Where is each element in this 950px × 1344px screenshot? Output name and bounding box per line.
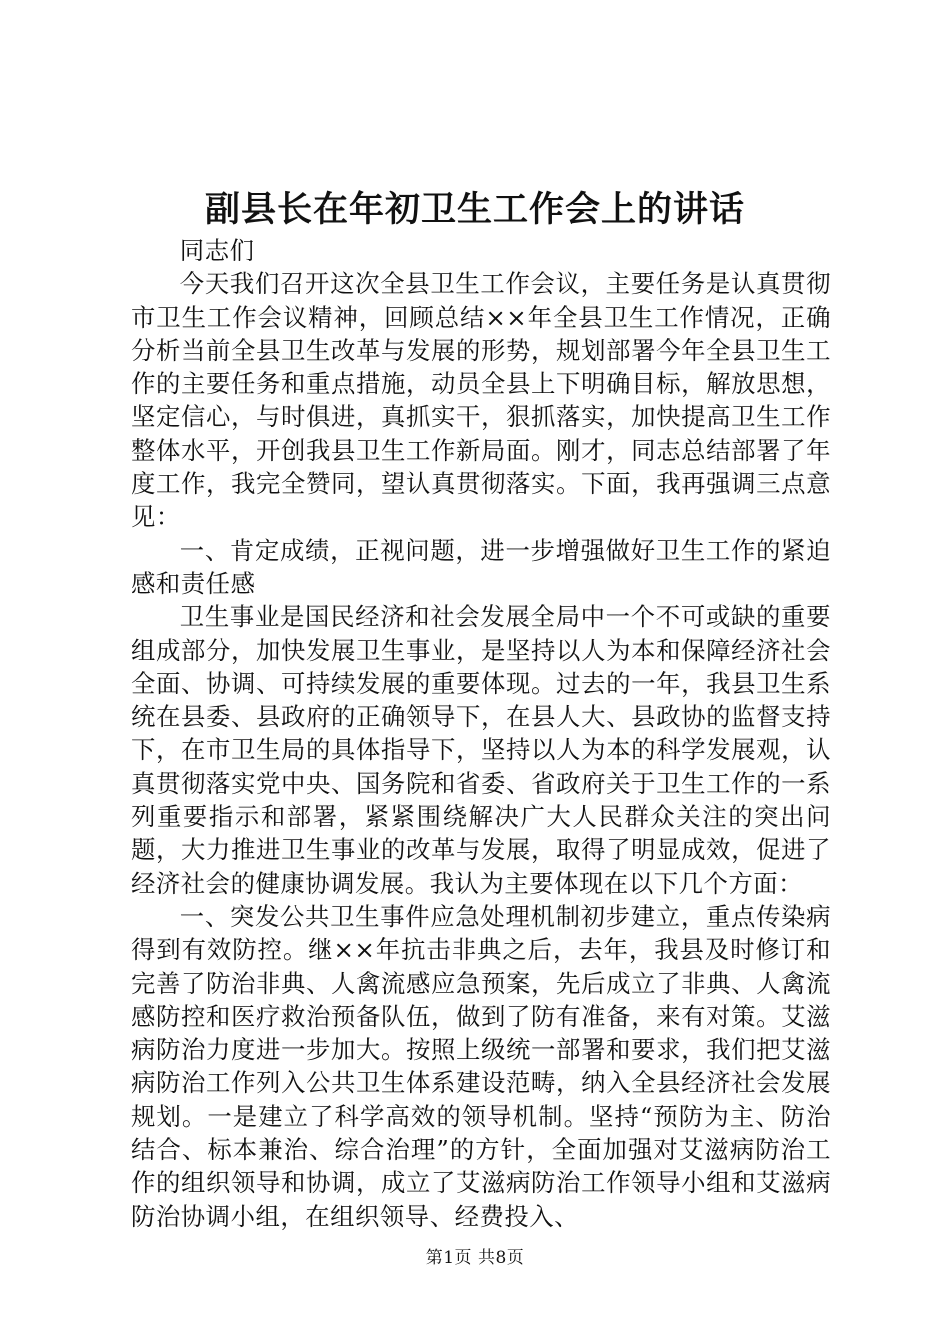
paragraph: 卫生事业是国民经济和社会发展全局中一个不可或缺的重要组成部分，加快发展卫生事业，是坚持以人为本和保障经济社会全面、协调、可持续发展的重要体现。过去的一年，我县卫生系统在县委、县政府的正确领导下，在县人大、县政协的监督支持下，在市卫生局的具体指导下，坚持以人为本的科学发展观，认真贯彻落实党中央、国务院和省委、省政府关于卫生工作的一系列重要指示和部署，紧紧围绕解决广大人民群众关注的突出问题，大力推进卫生事业的改革与发展，取得了明显成效，促进了经济社会的健康协调发展。我认为主要体现在以下几个方面： xyxy=(131,602,831,898)
paragraph: 今天我们召开这次全县卫生工作会议，主要任务是认真贯彻市卫生工作会议精神，回顾总结××年全县卫生工作情况，正确分析当前全县卫生改革与发展的形势，规划部署今年全县卫生工作的主要任务和重点措施，动员全县上下明确目标，解放思想，坚定信心，与时俱进，真抓实干，狠抓落实，加快提高卫生工作整体水平，开创我县卫生工作新局面。刚才，同志总结部署了年度工作，我完全赞同，望认真贯彻落实。下面，我再强调三点意见： xyxy=(131,269,831,532)
page-number: 第1页 共8页 xyxy=(425,1248,525,1268)
section-heading: 一、肯定成绩，正视问题，进一步增强做好卫生工作的紧迫感和责任感 xyxy=(131,535,831,598)
salutation: 同志们 xyxy=(179,236,255,265)
page-title: 副县长在年初卫生工作会上的讲话 xyxy=(204,189,745,230)
document-body xyxy=(131,234,831,1233)
paragraph: 一、突发公共卫生事件应急处理机制初步建立，重点传染病得到有效防控。继××年抗击非典之后，去年，我县及时修订和完善了防治非典、人禽流感应急预案，先后成立了非典、人禽流感防控和医疗救治预备队伍，做到了防有准备，来有对策。艾滋病防治力度进一步加大。按照上级统一部署和要求，我们把艾滋病防治工作列入公共卫生体系建设范畴，纳入全县经济社会发展规划。一是建立了科学高效的领导机制。坚持“预防为主、防治结合、标本兼治、综合治理”的方针，全面加强对艾滋病防治工作的组织领导和协调，成立了艾滋病防治工作领导小组和艾滋病防治协调小组，在组织领导、经费投入、 xyxy=(131,901,831,1231)
